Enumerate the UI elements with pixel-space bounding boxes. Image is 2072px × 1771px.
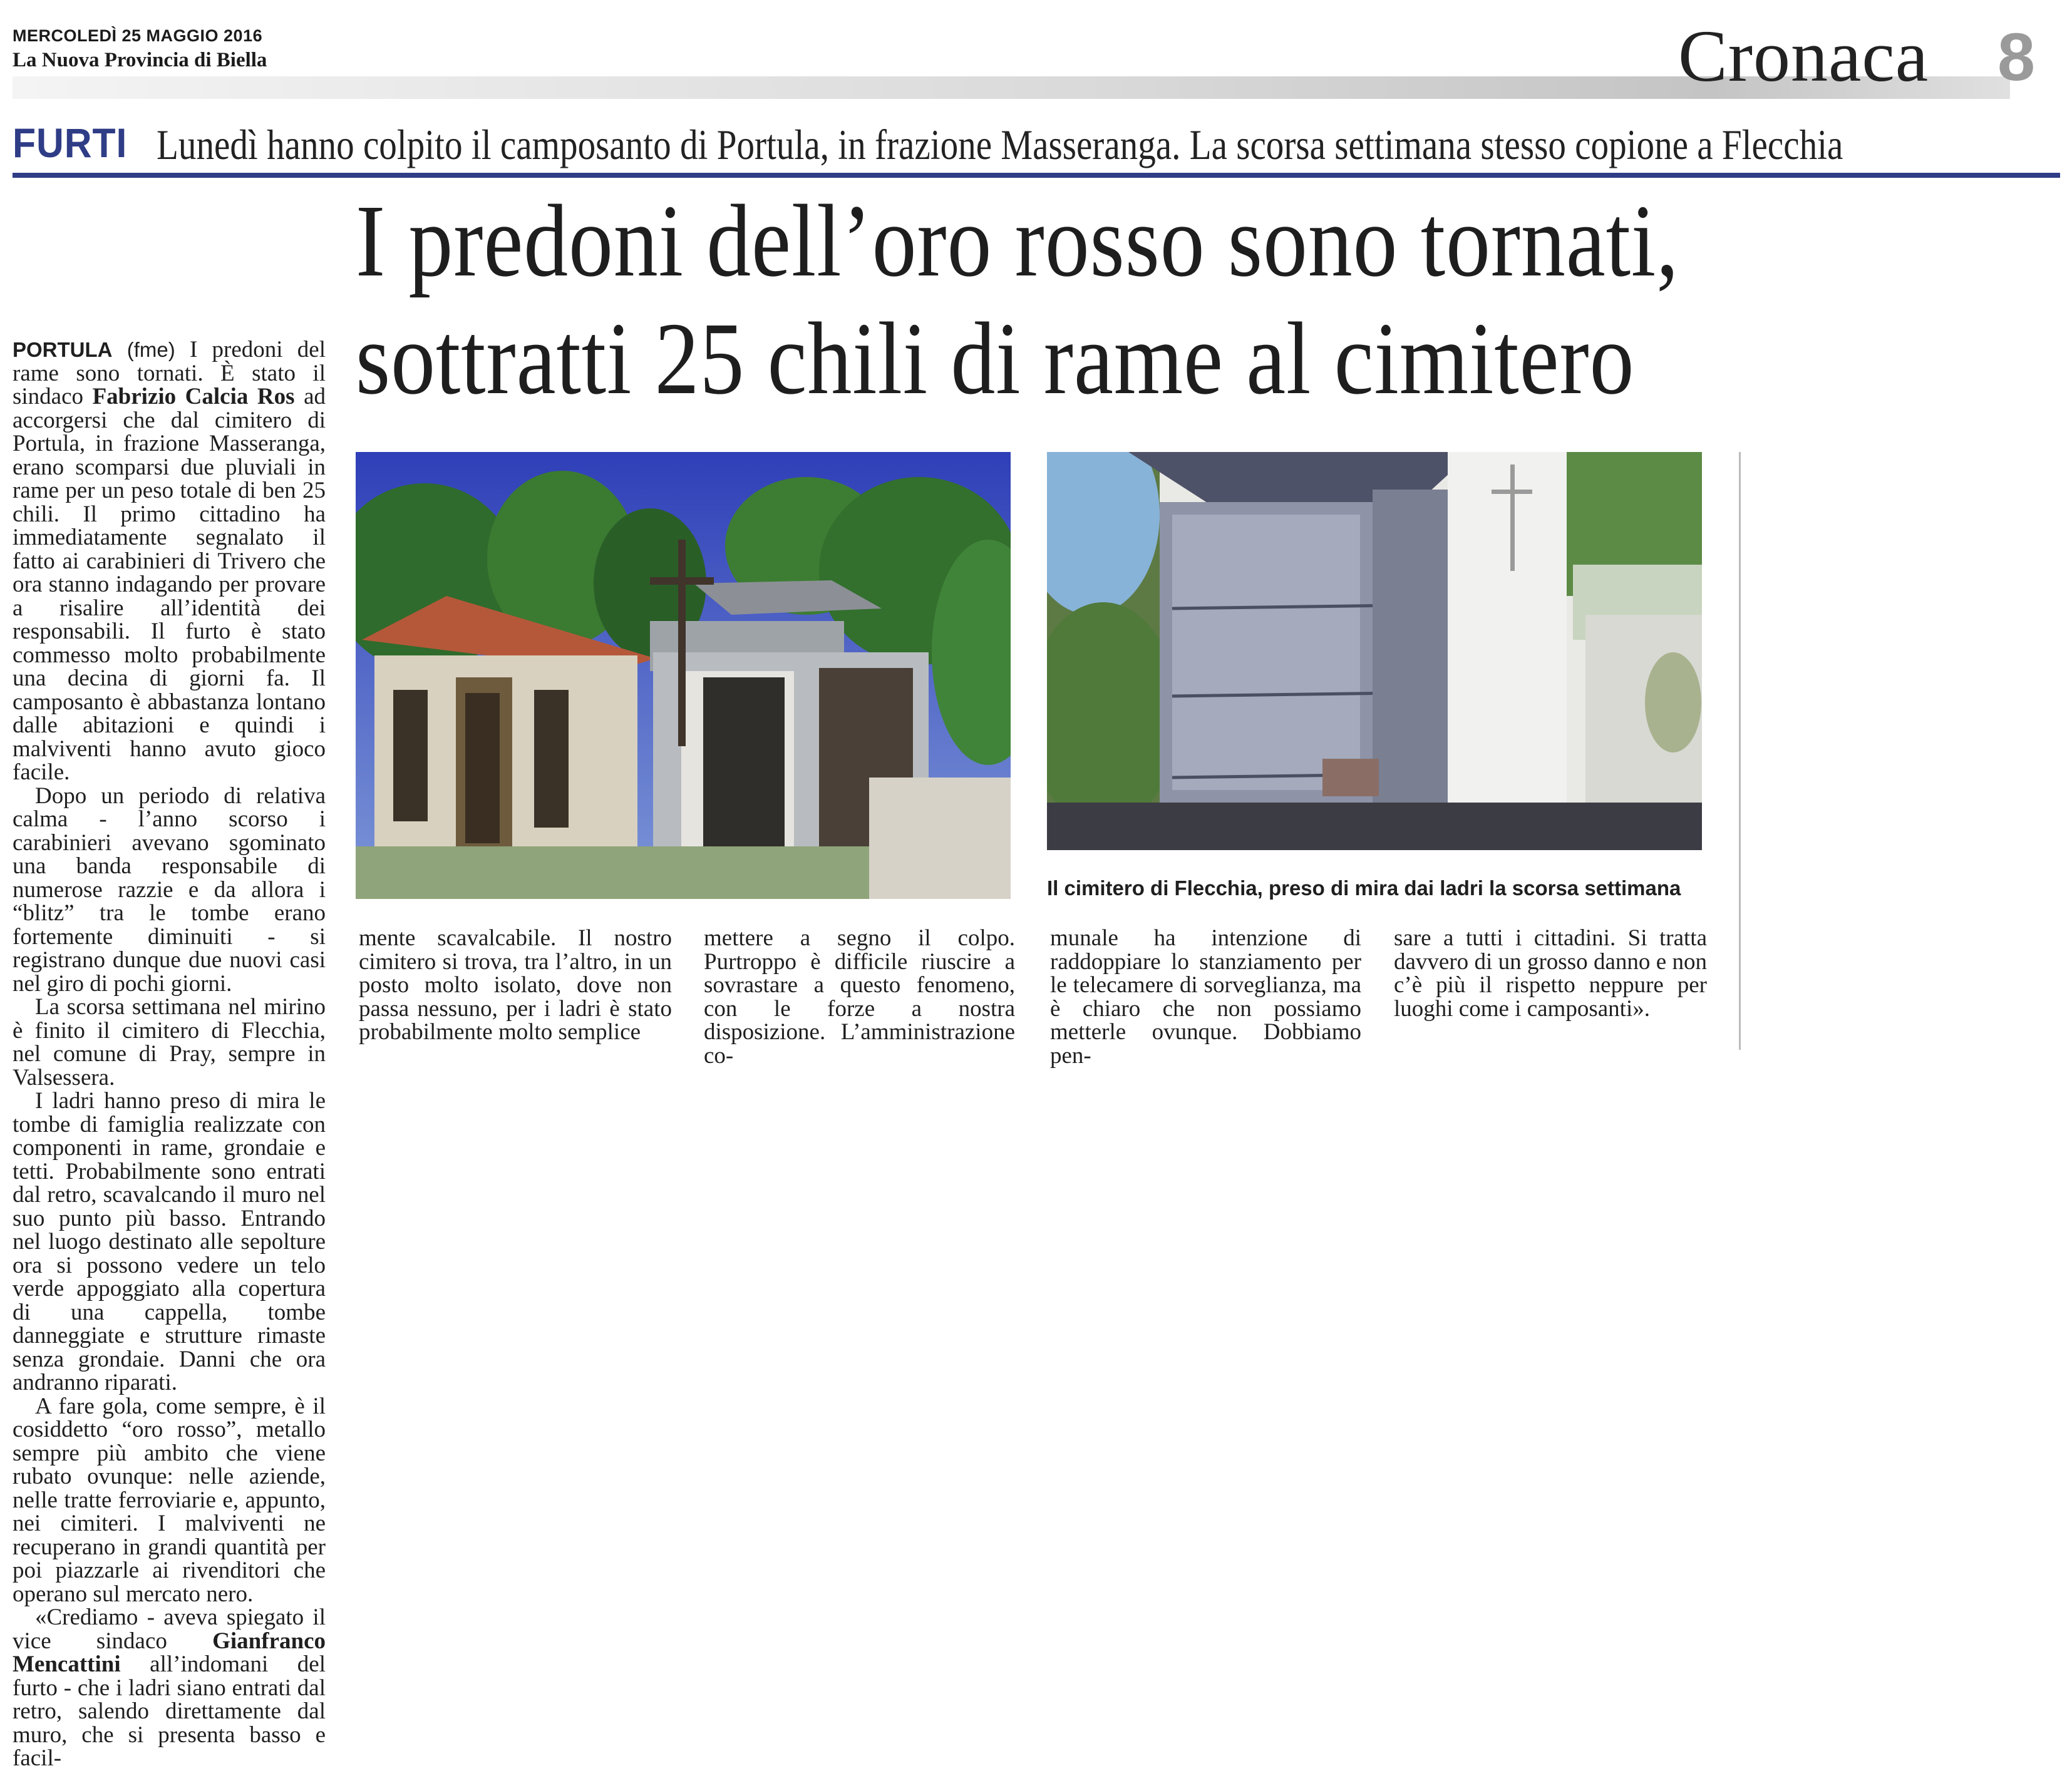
- paragraph-1-text-a: I predoni del rame sono tornati. È stato il sindaco: [13, 337, 326, 409]
- column-3-text: mettere a segno il colpo. Purtroppo è difficile riuscire a sovrastare a questo fenomeno, con le forze a nostra disposizione. L’amministrazione co-: [704, 925, 1015, 1069]
- paragraph-6: [13, 1606, 326, 1770]
- paragraph-6-text-b: all’indomani del furto - che i ladri siano entrati dal retro, salendo direttamente dal muro, che si presenta basso e facil-: [13, 1651, 326, 1771]
- paragraph-2: Dopo un periodo di relativa calma - l’anno scorso i carabinieri avevano sgominato una banda responsabile di numerose razzie e da allora i “blitz” tra le tombe erano fortemente diminuiti - si registrano dunque due nuovi casi nel giro di pochi giorni.: [13, 783, 326, 997]
- section-title: Cronaca: [1678, 15, 1929, 97]
- column-2-text: mente scavalcabile. Il nostro cimitero si trova, tra l’altro, in un posto molto isolato, dove non passa nessuno, per i ladri è stato probabilmente molto semplice: [359, 925, 672, 1045]
- vice-mayor-name: Gianfranco Mencattini: [13, 1628, 326, 1677]
- photo-portula-chapels: [356, 452, 1011, 899]
- kicker-label: FURTI: [13, 120, 128, 166]
- column-5-text: sare a tutti i cittadini. Si tratta davvero di un grosso danno e non c’è più il rispetto neppure per luoghi come i camposanti».: [1394, 925, 1707, 1022]
- article-column-3: [704, 927, 1015, 1067]
- mayor-name: Fabrizio Calcia Ros: [92, 384, 295, 409]
- column-4-text: munale ha intenzione di raddoppiare lo stanziamento per le telecamere di sorveglianza, ma è chiaro che non possiamo metterle ovunque. Dobbiamo pen-: [1050, 925, 1361, 1069]
- photo-flecchia-cemetery: [1047, 452, 1702, 850]
- column-rule: [1739, 452, 1741, 1050]
- paragraph-5: A fare gola, come sempre, è il cosiddetto “oro rosso”, metallo sempre più ambito che viene rubato ovunque: nelle aziende, nelle tratte ferroviarie e, appunto, nei cimiteri. I malviventi ne recuperano in grandi quantità per poi piazzarle ai rivenditori che operano sul mercato nero.: [13, 1393, 326, 1607]
- paragraph-6-text-a: «Crediamo - aveva spiegato il vice sindaco: [13, 1604, 326, 1654]
- headline-line-2: sottratti 25 chili di rame al cimitero: [356, 301, 1635, 416]
- paragraph-4: I ladri hanno preso di mira le tombe di famiglia realizzate con componenti in rame, grondaie e tetti. Probabilmente sono entrati dal retro, scavalcando il muro nel suo punto più basso. Entrando nel luogo destinato alle sepolture ora si possono vedere un telo verde appoggiato alla copertura di una cappella, tombe danneggiate e strutture rimaste senza grondaie. Danni che ora andranno riparati.: [13, 1088, 326, 1395]
- article-column-4: [1050, 927, 1361, 1067]
- paragraph-3: La scorsa settimana nel mirino è finito il cimitero di Flecchia, nel comune di Pray, sempre in Valsessera.: [13, 994, 326, 1091]
- byline: (fme): [126, 338, 175, 361]
- photo-caption: Il cimitero di Flecchia, preso di mira dai ladri la scorsa settimana: [1047, 876, 1681, 900]
- page-number: 8: [1997, 19, 2036, 95]
- paragraph-1: [13, 338, 326, 784]
- paragraph-1-text-b: ad accorgersi che dal cimitero di Portula, in frazione Masseranga, erano scomparsi due pluviali in rame per un peso totale di ben 25 chili. Il primo cittadino ha immediatamente segnalato il fatto ai carabinieri di Trivero che ora stanno indagando per provare a risalire all’identità dei responsabili. Il furto è stato commesso molto probabilmente una decina di giorni fa. Il camposanto è abbastanza lontano dalle abitazioni e quindi i malviventi hanno avuto gioco facile.: [13, 384, 326, 785]
- headline-line-1: I predoni dell’oro rosso sono tornati,: [356, 183, 1679, 298]
- kicker-rule: [13, 173, 2060, 178]
- newspaper-name: La Nuova Provincia di Biella: [13, 49, 267, 71]
- edition-date: MERCOLEDÌ 25 MAGGIO 2016: [13, 26, 263, 45]
- dateline: PORTULA: [13, 338, 113, 361]
- article-column-1: [13, 338, 326, 1770]
- kicker-text: Lunedì hanno colpito il camposanto di Portula, in frazione Masseranga. La scorsa settimana stesso copione a Flecchia: [157, 121, 1843, 168]
- article-column-2: [359, 927, 672, 1044]
- article-column-5: [1394, 927, 1707, 1020]
